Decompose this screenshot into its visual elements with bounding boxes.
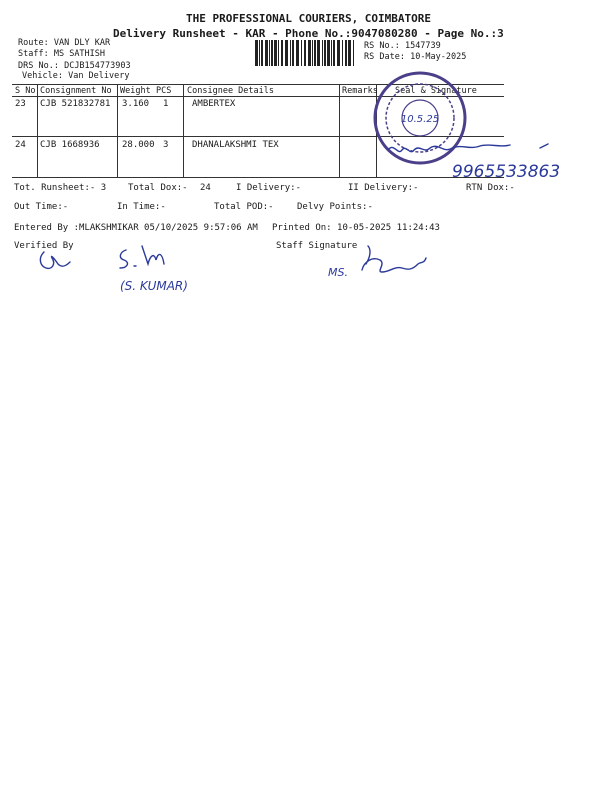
rs-no-label: RS No.:	[364, 41, 400, 51]
row-weight: 28.000	[122, 140, 155, 150]
entered-by: Entered By :MLAKSHMIKAR 05/10/2025 9:57:06 AM	[14, 223, 258, 233]
row-weight: 3.160	[122, 99, 150, 109]
route-label: Route:	[18, 38, 49, 48]
verifier-signature-2	[120, 246, 164, 268]
stamp-date: 10.5.25	[400, 114, 440, 125]
row-pcs: 3	[163, 140, 169, 150]
phone-handwriting: 9965533863	[452, 162, 561, 182]
total-pod: Total POD:-	[214, 202, 274, 212]
col-header-seal-signature: Seal & Signature	[395, 86, 477, 96]
route-value: VAN DLY KAR	[53, 38, 111, 48]
vehicle-label: Vehicle:	[22, 71, 63, 81]
col-header-pcs: PCS	[156, 86, 172, 96]
col-header-remarks: Remarks	[342, 86, 378, 96]
tot-runsheet: Tot. Runsheet:- 3	[14, 183, 107, 193]
row-consignee: DHANALAKSHMI TEX	[192, 140, 279, 150]
out-time: Out Time:-	[14, 202, 69, 212]
total-dox-value: 24	[200, 183, 211, 193]
in-time: In Time:-	[117, 202, 166, 212]
drs-value: DCJB154773903	[64, 61, 131, 71]
verified-by-label: Verified By	[14, 241, 74, 251]
rs-date-label: RS Date:	[364, 52, 405, 62]
rtn-dox: RTN Dox:-	[466, 183, 515, 193]
row-consignee: AMBERTEX	[192, 99, 236, 109]
delvy-points: Delvy Points:-	[297, 202, 373, 212]
seal-scribble-mark	[540, 144, 548, 148]
col-header-sno: S No	[15, 86, 36, 96]
row-consignment-no: CJB 1668936	[40, 140, 100, 150]
drs-label: DRS No.:	[18, 61, 59, 71]
row-sno: 24	[15, 140, 26, 150]
rs-date-value: 10-May-2025	[410, 52, 467, 62]
row-consignment-no: CJB 521832781	[40, 99, 111, 109]
document-subtitle: Delivery Runsheet - KAR - Phone No.:9047080280 - Page No.:3	[113, 27, 504, 40]
total-dox-label: Total Dox:-	[128, 183, 188, 193]
kumar-handwriting: (S. KUMAR)	[120, 279, 188, 293]
ii-delivery: II Delivery:-	[348, 183, 419, 193]
staff-label: Staff:	[18, 49, 49, 59]
row-sno: 23	[15, 99, 26, 109]
staff-signature-label: Staff Signature	[276, 241, 358, 251]
staff-value: MS SATHISH	[53, 49, 106, 59]
ms-handwriting: MS.	[328, 266, 348, 279]
row-pcs: 1	[163, 99, 169, 109]
col-header-consignee: Consignee Details	[187, 86, 274, 96]
i-delivery: I Delivery:-	[236, 183, 302, 193]
staff-signature-scribble	[362, 246, 426, 272]
verifier-signature-1	[40, 252, 70, 268]
printed-on: Printed On: 10-05-2025 11:24:43	[272, 223, 440, 233]
document-title: THE PROFESSIONAL COURIERS, COIMBATORE	[186, 12, 432, 25]
col-header-consignment: Consignment No	[40, 86, 112, 96]
col-header-weight: Weight	[120, 86, 151, 96]
vehicle-value: Van Delivery	[68, 71, 130, 81]
rs-no-value: 1547739	[404, 41, 441, 51]
